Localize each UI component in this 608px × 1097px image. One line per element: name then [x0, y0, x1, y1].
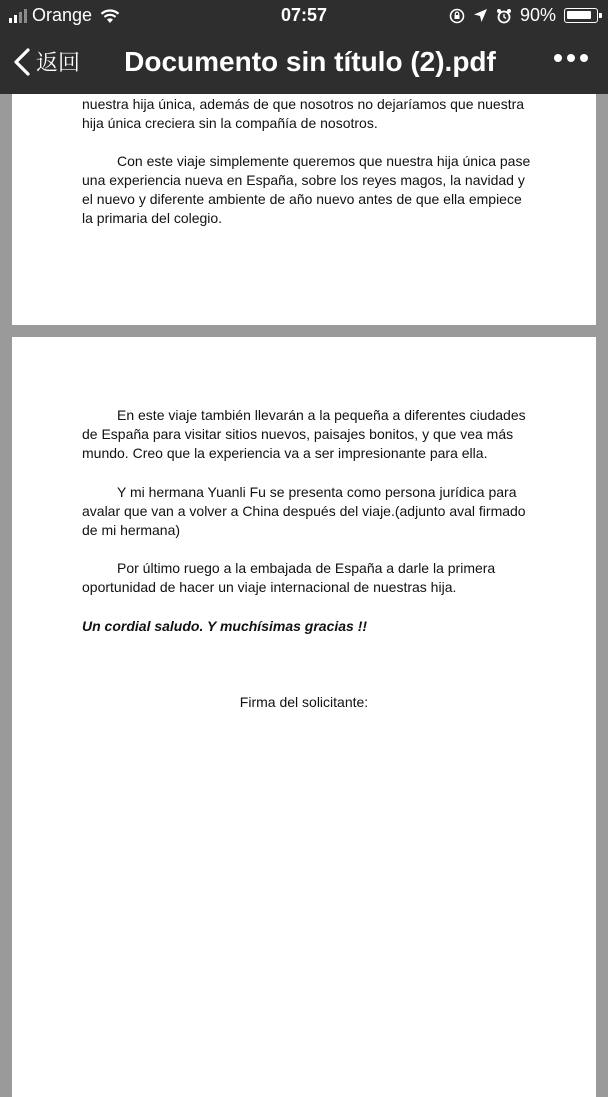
status-bar [0, 0, 608, 32]
rotation-lock-icon [449, 8, 465, 24]
nav-bar [0, 32, 608, 94]
location-arrow-icon [473, 8, 488, 23]
signature-label: Firma del solicitante: [239, 694, 369, 710]
chevron-left-icon [12, 47, 32, 77]
more-options-button[interactable] [554, 54, 588, 62]
back-button[interactable] [12, 46, 80, 77]
battery-percent: 90% [519, 5, 556, 25]
status-right [449, 5, 598, 26]
more-dot-icon [580, 54, 588, 62]
paragraph: Con este viaje simplemente queremos que nuestra hija única pase una experiencia nueva en España, sobre los reyes magos, la navidad y el nuevo y diferente ambiente de año nuevo antes de que ella empiece la primaria del colegio. [82, 153, 531, 226]
battery-icon [564, 8, 598, 23]
closing-line: Un cordial saludo. Y muchísimas gracias !! [82, 618, 368, 634]
more-dot-icon [554, 54, 562, 62]
carrier-name: Orange [32, 5, 93, 25]
more-dot-icon [567, 54, 575, 62]
top-bar [0, 0, 608, 94]
status-time: 07:57 [280, 5, 328, 25]
paragraph: Y mi hermana Yuanli Fu se presenta como persona jurídica para avalar que van a volver a China después del viaje.(adjunto aval firmado de mi hermana) [82, 484, 526, 538]
pdf-page-2[interactable] [12, 337, 596, 1097]
paragraph: En este viaje también llevarán a la pequeña a diferentes ciudades de España para visitar sitios nuevos, paisajes bonitos, y que vea más mundo. Creo que la experiencia va a ser impresionante para ella. [82, 407, 526, 461]
paragraph: Por último ruego a la embajada de España a darle la primera oportunidad de hacer un viaje internacional de nuestras hija. [82, 560, 496, 595]
alarm-icon [496, 8, 512, 24]
pdf-page-1[interactable] [12, 94, 596, 325]
back-label: 返回 [36, 50, 81, 75]
document-title: Documento sin título (2).pdf [124, 46, 496, 77]
paragraph: nuestra hija única, además de que nosotros no dejaríamos que nuestra hija única creciera sin la compañía de nosotros. [82, 96, 525, 131]
